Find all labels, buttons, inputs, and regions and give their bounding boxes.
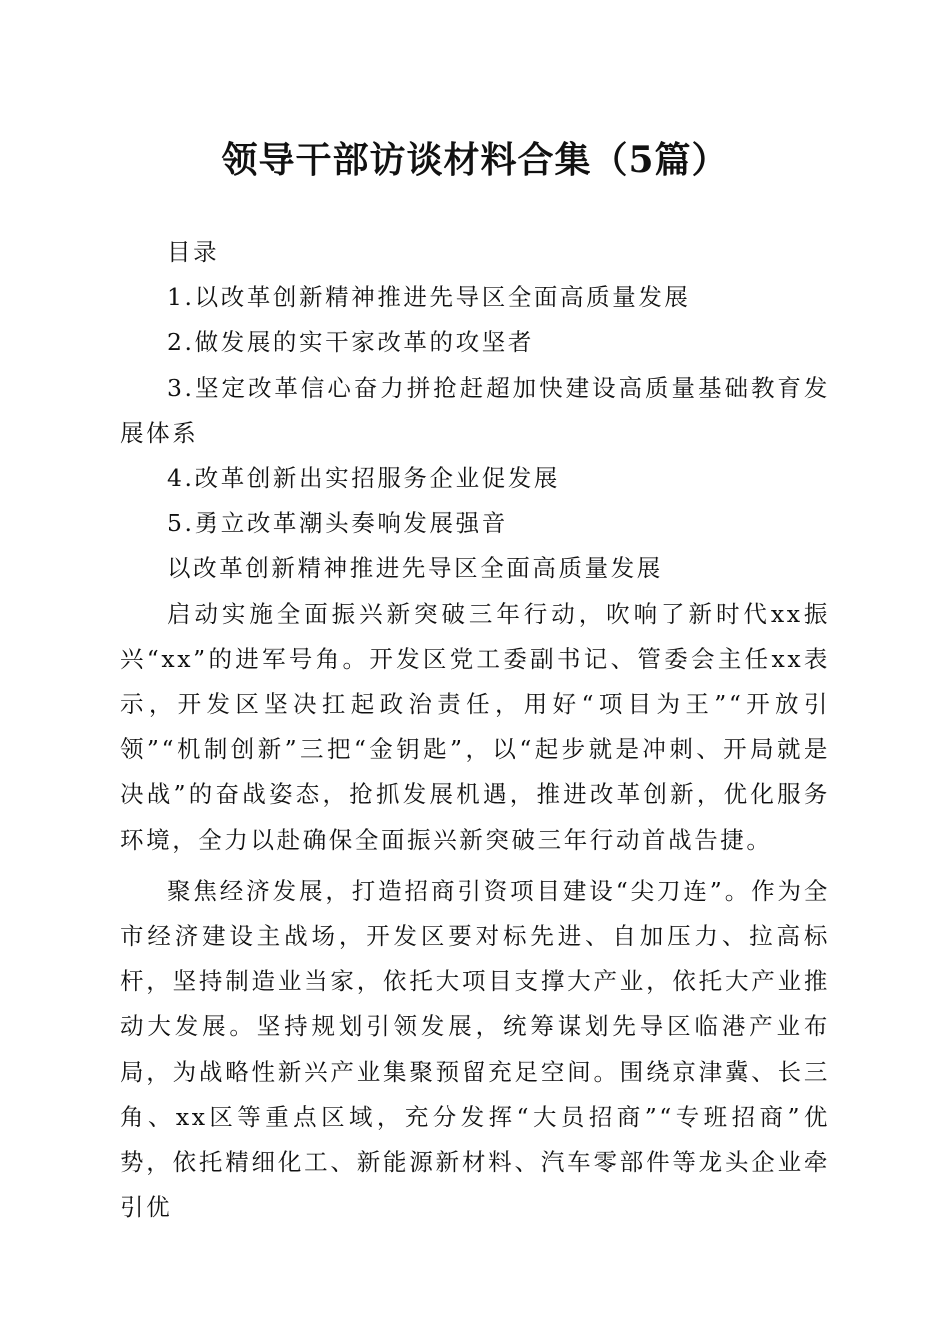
toc-item-5: 5.勇立改革潮头奏响发展强音 [167, 509, 508, 538]
toc-item-2: 2.做发展的实干家改革的攻坚者 [167, 328, 534, 357]
toc-heading: 目录 [167, 238, 220, 266]
body-paragraph-1: 启动实施全面振兴新突破三年行动，吹响了新时代xx振兴“xx”的进军号角。开发区党工委副书记、管委会主任xx表示，开发区坚决扛起政治责任，用好“项目为王”“开放引领”“机制创新”三把“金钥匙”，以“起步就是冲刺、开局就是决战”的奋战姿态，抢抓发展机遇，推进改革创新，优化服务环境，全力以赴确保全面振兴新突破三年行动首战告捷。 [120, 599, 830, 854]
body-paragraph-2: 聚焦经济发展，打造招商引资项目建设“尖刀连”。作为全市经济建设主战场，开发区要对标先进、自加压力、拉高标杆，坚持制造业当家，依托大项目支撑大产业，依托大产业推动大发展。坚持规划引领发展，统筹谋划先导区临港产业布局，为战略性新兴产业集聚预留充足空间。围绕京津冀、长三角、xx区等重点区域，充分发挥“大员招商”“专班招商”优势，依托精细化工、新能源新材料、汽车零部件等龙头企业牵引优 [120, 876, 830, 1222]
section-title: 以改革创新精神推进先导区全面高质量发展 [167, 554, 663, 583]
document-title: 领导干部访谈材料合集（5篇） [221, 139, 729, 181]
document-body [120, 230, 830, 1230]
toc-item-3: 3.坚定改革信心奋力拼抢赶超加快建设高质量基础教育发展体系 [120, 373, 830, 447]
toc-item-1: 1.以改革创新精神推进先导区全面高质量发展 [167, 283, 691, 312]
toc-item-4: 4.改革创新出实招服务企业促发展 [167, 464, 561, 493]
